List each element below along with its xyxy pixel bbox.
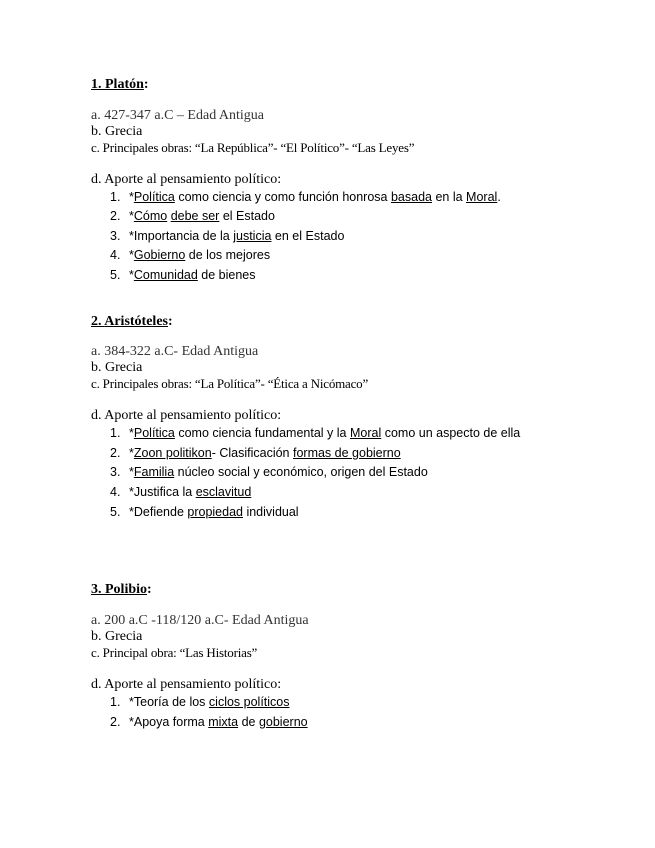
list-text: de [238, 715, 259, 729]
list-text: *Teoría de los [129, 695, 209, 709]
underlined-term: Comunidad [133, 268, 198, 282]
underlined-term: debe ser [170, 209, 220, 223]
list-number: 4. [110, 485, 121, 499]
list-number: 1. [110, 695, 121, 709]
section-epoch: a. 200 a.C -118/120 a.C- Edad Antigua [91, 613, 309, 628]
section-works: c. Principales obras: “La Política”- “Ética a Nicómaco” [91, 376, 369, 391]
list-number: 3. [110, 465, 121, 479]
list-text: - Clasificación [211, 446, 293, 460]
list-text: individual [242, 505, 299, 519]
list-text: el Estado [219, 209, 275, 223]
list-text: * [129, 446, 134, 460]
underlined-term: gobierno [258, 715, 308, 729]
list-item [110, 228, 344, 244]
underlined-term: Gobierno [133, 248, 186, 262]
list-item [110, 445, 401, 461]
list-item [110, 267, 256, 283]
list-text: * [129, 248, 134, 262]
list-text: . [497, 190, 501, 204]
list-text: *Defiende [129, 505, 188, 519]
list-item [110, 484, 251, 500]
list-text: de bienes [197, 268, 256, 282]
underlined-term: formas de gobierno [292, 446, 401, 460]
section-place: b. Grecia [91, 629, 143, 644]
section-works: c. Principal obra: “Las Historias” [91, 645, 258, 660]
list-text: núcleo social y económico, origen del Estado [174, 465, 428, 479]
underlined-term: Política [133, 190, 175, 204]
list-number: 2. [110, 209, 121, 223]
section-works: c. Principales obras: “La República”- “El Político”- “Las Leyes” [91, 140, 415, 155]
list-item [110, 247, 270, 263]
list-item [110, 425, 520, 441]
list-text: * [129, 465, 134, 479]
list-text: * [129, 209, 134, 223]
underlined-term: esclavitud [195, 485, 252, 499]
underlined-term: Cómo [133, 209, 168, 223]
underlined-term: Zoon politikon [133, 446, 212, 460]
list-number: 2. [110, 446, 121, 460]
list-item [110, 208, 275, 224]
list-item [110, 464, 428, 480]
list-text: de los mejores [185, 248, 271, 262]
list-number: 1. [110, 190, 121, 204]
list-text: * [129, 190, 134, 204]
underlined-term: mixta [208, 715, 239, 729]
section-heading: 1. Platón: [91, 77, 149, 92]
list-text: en la [431, 190, 467, 204]
list-text: como ciencia fundamental y la [174, 426, 350, 440]
list-text: *Apoya forma [129, 715, 209, 729]
underlined-term: basada [390, 190, 432, 204]
list-number: 3. [110, 229, 121, 243]
list-text: *Justifica la [129, 485, 196, 499]
section-contrib-label: d. Aporte al pensamiento político: [91, 677, 282, 692]
underlined-term: Moral [349, 426, 382, 440]
underlined-term: justicia [233, 229, 272, 243]
list-text: * [129, 268, 134, 282]
list-number: 5. [110, 268, 121, 282]
list-text: como un aspecto de ella [381, 426, 521, 440]
section-place: b. Grecia [91, 360, 143, 375]
list-text: * [129, 426, 134, 440]
section-contrib-label: d. Aporte al pensamiento político: [91, 172, 282, 187]
underlined-term: Política [133, 426, 175, 440]
section-heading: 3. Polibio: [91, 582, 152, 597]
section-heading: 2. Aristóteles: [91, 314, 173, 329]
list-number: 2. [110, 715, 121, 729]
section-place: b. Grecia [91, 124, 143, 139]
section-epoch: a. 384-322 a.C- Edad Antigua [91, 344, 259, 359]
underlined-term: propiedad [187, 505, 243, 519]
list-number: 1. [110, 426, 121, 440]
section-epoch: a. 427-347 a.C – Edad Antigua [91, 108, 265, 123]
list-text: como ciencia y como función honrosa [174, 190, 391, 204]
section-contrib-label: d. Aporte al pensamiento político: [91, 408, 282, 423]
list-text: *Importancia de la [129, 229, 234, 243]
list-item [110, 694, 290, 710]
list-item [110, 504, 299, 520]
underlined-term: Moral [466, 190, 498, 204]
list-number: 5. [110, 505, 121, 519]
list-item [110, 714, 308, 730]
underlined-term: ciclos políticos [208, 695, 290, 709]
list-item [110, 189, 501, 205]
underlined-term: Familia [133, 465, 175, 479]
list-number: 4. [110, 248, 121, 262]
list-text: en el Estado [271, 229, 345, 243]
